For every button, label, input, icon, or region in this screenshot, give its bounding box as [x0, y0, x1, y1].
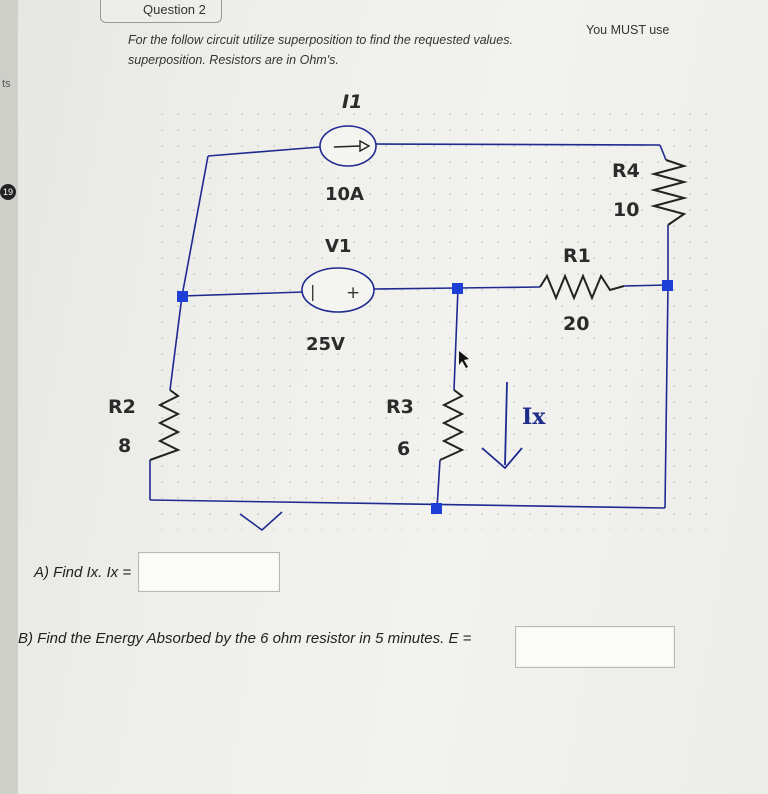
instructions-line-1: For the follow circuit utilize superposition to find the requested values. — [128, 33, 513, 47]
instructions-line-2: superposition. Resistors are in Ohm's. — [128, 53, 339, 67]
r4-value: 10 — [613, 199, 640, 221]
r2-value: 8 — [118, 435, 132, 457]
v1-plus: + — [346, 283, 361, 303]
node-left — [177, 291, 188, 302]
v1-name: V1 — [325, 236, 352, 257]
r3-name: R3 — [386, 396, 414, 418]
i1-name: I1 — [342, 91, 363, 113]
question-tab-label: Question 2 — [143, 2, 206, 17]
wire-r1-to-node — [624, 285, 668, 286]
instructions-must: You MUST use — [586, 23, 670, 37]
wire-top-right — [376, 144, 660, 145]
question-b-label: B) Find the Energy Absorbed by the 6 ohm resistor in 5 minutes. E = — [18, 630, 472, 647]
wire-to-r1 — [458, 287, 540, 288]
current-source-i1 — [320, 126, 376, 166]
node-center — [452, 283, 463, 294]
r1-value: 20 — [563, 313, 590, 335]
r3-value: 6 — [397, 438, 411, 460]
wire-mid-center — [374, 288, 458, 289]
energy-answer-input[interactable] — [515, 626, 675, 668]
i1-value: 10A — [325, 184, 364, 205]
r4-name: R4 — [612, 160, 640, 182]
r1-name: R1 — [563, 245, 591, 267]
ix-label: Ix — [522, 404, 546, 430]
v1-value: 25V — [306, 334, 345, 355]
r2-name: R2 — [108, 396, 136, 418]
v1-minus: | — [310, 282, 316, 301]
ix-answer-input[interactable] — [138, 552, 280, 592]
node-bottom — [431, 503, 442, 514]
node-right — [662, 280, 673, 291]
question-a-label: A) Find Ix. Ix = — [34, 564, 132, 581]
side-nav-label[interactable]: ts — [2, 78, 11, 90]
side-question-badge[interactable]: 19 — [0, 184, 16, 200]
